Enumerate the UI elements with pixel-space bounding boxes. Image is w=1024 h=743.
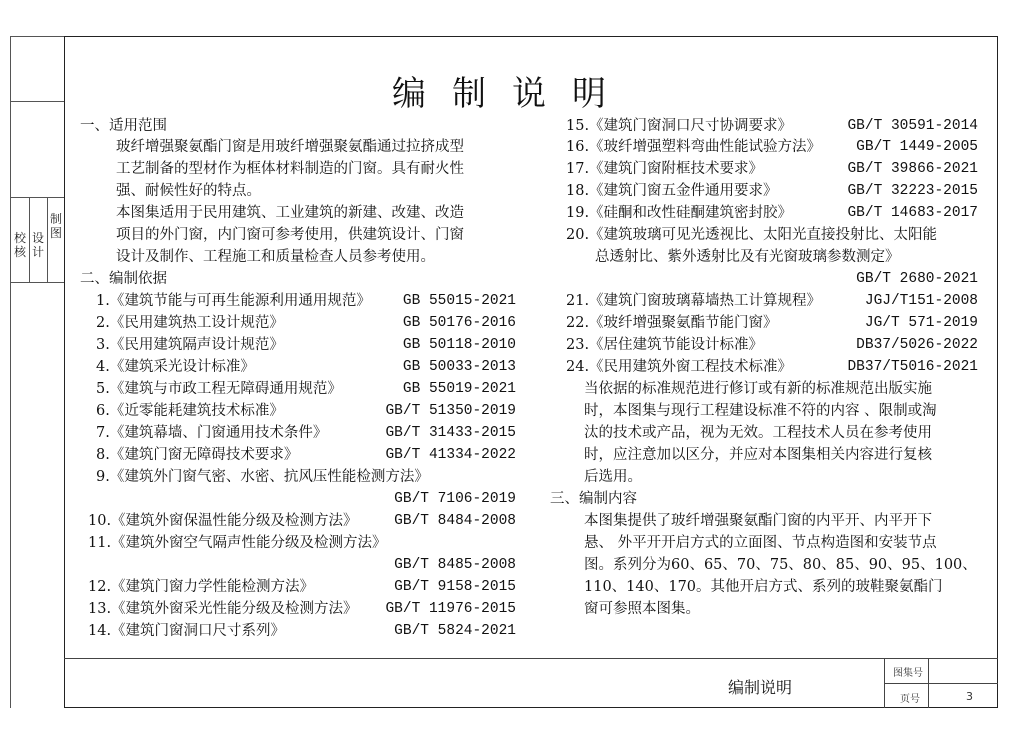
ref-code: GB/T 41334-2022: [385, 447, 516, 463]
strip-vline: [47, 197, 48, 282]
paragraph-line: 窗可参照本图集。: [584, 601, 700, 617]
ref-code: GB/T 8485-2008: [394, 557, 516, 573]
ref-title: 7.《建筑幕墙、门窗通用技术条件》: [96, 425, 328, 441]
ref-code: GB/T 32223-2015: [847, 183, 978, 199]
ref-title: 4.《建筑采光设计标准》: [96, 359, 255, 375]
paragraph-line: 项目的外门窗，内门窗可参考使用，供建筑设计、门窗: [116, 227, 464, 243]
strip-divider: [11, 197, 65, 198]
ref-code: GB/T 1449-2005: [856, 139, 978, 155]
strip-label-check: 校核: [14, 231, 27, 259]
ref-code: GB/T 8484-2008: [394, 513, 516, 529]
page-number-label: 页号: [900, 694, 920, 705]
ref-code: GB 55019-2021: [402, 381, 516, 397]
ref-code: JG/T 571-2019: [864, 315, 978, 331]
ref-title: 8.《建筑门窗无障碍技术要求》: [96, 447, 299, 463]
ref-title: 14.《建筑门窗洞口尺寸系列》: [88, 623, 286, 639]
note-line: 当依据的标准规范进行修订或有新的标准规范出版实施: [584, 381, 932, 397]
ref-title: 18.《建筑门窗五金件通用要求》: [566, 183, 778, 199]
strip-vline: [29, 197, 30, 282]
ref-code: GB 55015-2021: [402, 293, 516, 309]
ref-code: GB 50033-2013: [402, 359, 516, 375]
note-line: 时，本图集与现行工程建设标准不符的内容 、限制或淘: [584, 403, 937, 419]
ref-code: GB/T 14683-2017: [847, 205, 978, 221]
ref-code: GB 50176-2016: [402, 315, 516, 331]
title-block-divider: [928, 658, 929, 708]
ref-code: GB/T 7106-2019: [394, 491, 516, 507]
ref-code: GB/T 39866-2021: [847, 161, 978, 177]
ref-code: GB/T 2680-2021: [856, 271, 978, 287]
ref-title: 9.《建筑外门窗气密、水密、抗风压性能检测方法》: [96, 469, 429, 485]
ref-title: 12.《建筑门窗力学性能检测方法》: [88, 579, 315, 595]
ref-title: 5.《建筑与市政工程无障碍通用规范》: [96, 381, 342, 397]
ref-title: 6.《近零能耗建筑技术标准》: [96, 403, 284, 419]
ref-title: 3.《民用建筑隔声设计规范》: [96, 337, 284, 353]
ref-code: GB/T 51350-2019: [385, 403, 516, 419]
ref-code: DB37/T5016-2021: [847, 359, 978, 375]
strip-label-drawing: 制图: [50, 212, 63, 240]
paragraph-line: 玻纤增强聚氨酯门窗是用玻纤增强聚氨酯通过拉挤成型: [116, 139, 464, 155]
page-title: 编制说明: [392, 74, 632, 114]
title-block-title: 编制说明: [728, 678, 793, 697]
paragraph-line: 图。系列分为60、65、70、75、80、85、90、95、100、: [584, 557, 977, 573]
section-heading: 二、编制依据: [80, 271, 167, 287]
ref-title: 16.《玻纤增强塑料弯曲性能试验方法》: [566, 139, 822, 155]
page-number: 3: [966, 690, 973, 703]
ref-code: GB/T 9158-2015: [394, 579, 516, 595]
note-line: 后选用。: [584, 469, 642, 485]
ref-title: 21.《建筑门窗玻璃幕墙热工计算规程》: [566, 293, 822, 309]
paragraph-line: 设计及制作、工程施工和质量检查人员参考使用。: [116, 249, 435, 265]
ref-title: 2.《民用建筑热工设计规范》: [96, 315, 284, 331]
note-line: 汰的技术或产品，视为无效。工程技术人员在参考使用: [584, 425, 932, 441]
paragraph-line: 强、耐候性好的特点。: [116, 183, 261, 199]
atlas-number-label: 图集号: [893, 668, 923, 679]
paragraph-line: 悬、 外平开开启方式的立面图、节点构造图和安装节点: [584, 535, 937, 551]
ref-title: 11.《建筑外窗空气隔声性能分级及检测方法》: [88, 535, 387, 551]
ref-code: GB/T 11976-2015: [385, 601, 516, 617]
ref-title: 13.《建筑外窗采光性能分级及检测方法》: [88, 601, 358, 617]
paragraph-line: 本图集提供了玻纤增强聚氨酯门窗的内平开、内平开下: [584, 513, 932, 529]
ref-code: GB 50118-2010: [402, 337, 516, 353]
ref-title: 20.《建筑玻璃可见光透视比、太阳光直接投射比、太阳能: [566, 227, 938, 243]
ref-code: GB/T 5824-2021: [394, 623, 516, 639]
strip-label-design: 设计: [32, 231, 45, 259]
ref-title: 19.《硅酮和改性硅酮建筑密封胶》: [566, 205, 793, 221]
ref-code: GB/T 31433-2015: [385, 425, 516, 441]
ref-code: DB37/5026-2022: [856, 337, 978, 353]
binding-strip: [10, 36, 64, 708]
ref-title: 10.《建筑外窗保温性能分级及检测方法》: [88, 513, 358, 529]
ref-title: 22.《玻纤增强聚氨酯节能门窗》: [566, 315, 778, 331]
ref-code: JGJ/T151-2008: [864, 293, 978, 309]
ref-title: 1.《建筑节能与可再生能源利用通用规范》: [96, 293, 371, 309]
paragraph-line: 110、140、170。其他开启方式、系列的玻鞋聚氨酯门: [584, 579, 943, 595]
note-line: 时，应注意加以区分，并应对本图集相关内容进行复核: [584, 447, 932, 463]
ref-title: 17.《建筑门窗附框技术要求》: [566, 161, 764, 177]
section-heading: 三、编制内容: [550, 491, 637, 507]
ref-code: GB/T 30591-2014: [847, 118, 978, 134]
ref-title-cont: 总透射比、紫外透射比及有光窗玻璃参数测定》: [566, 249, 900, 265]
paragraph-line: 本图集适用于民用建筑、工业建筑的新建、改建、改造: [116, 205, 464, 221]
paragraph-line: 工艺制备的型材作为框体材料制造的门窗。具有耐火性: [116, 161, 464, 177]
strip-divider: [11, 36, 65, 37]
strip-divider: [11, 282, 65, 283]
ref-title: 15.《建筑门窗洞口尺寸协调要求》: [566, 118, 793, 134]
ref-title: 23.《居住建筑节能设计标准》: [566, 337, 764, 353]
section-heading: 一、适用范围: [80, 118, 167, 134]
ref-title: 24.《民用建筑外窗工程技术标准》: [566, 359, 793, 375]
